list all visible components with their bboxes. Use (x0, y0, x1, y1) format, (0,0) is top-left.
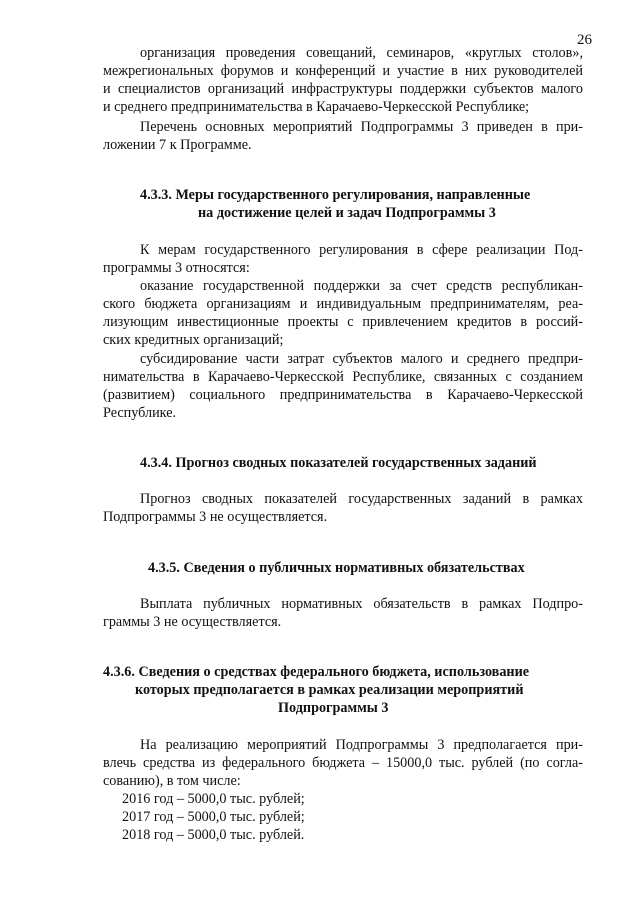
section-heading: Подпрограммы 3 (278, 700, 389, 716)
funding-year-line: 2017 год – 5000,0 тыс. рублей; (122, 809, 305, 825)
funding-year-line: 2016 год – 5000,0 тыс. рублей; (122, 791, 305, 807)
text-line: ских кредитных организаций; (103, 332, 284, 348)
text-line: ложении 7 к Программе. (103, 137, 252, 153)
text-line: и среднего предпринимательства в Карачаево-Черкесской Республике; (103, 99, 530, 115)
page-number: 26 (577, 32, 592, 48)
section-heading: 4.3.4. Прогноз сводных показателей государственных заданий (140, 455, 537, 471)
section-heading: на достижение целей и задач Подпрограммы 3 (198, 205, 496, 221)
text-line: Перечень основных мероприятий Подпрограммы 3 приведен в при- (140, 119, 583, 135)
text-line: Прогноз сводных показателей государственных заданий в рамках (140, 491, 583, 507)
text-line: лизующим инвестиционные проекты с привлечением кредитов в россий- (103, 314, 583, 330)
text-line: организация проведения совещаний, семинаров, «круглых столов», (140, 45, 583, 61)
text-line: К мерам государственного регулирования в сфере реализации Под- (140, 242, 583, 258)
text-line: Подпрограммы 3 не осуществляется. (103, 509, 328, 525)
text-line: ского бюджета организациям и индивидуальным предпринимателям, реа- (103, 296, 583, 312)
text-line: Выплата публичных нормативных обязательств в рамках Подпро- (140, 596, 583, 612)
text-line: нимательства в Карачаево-Черкесской Республике, связанных с созданием (103, 369, 583, 385)
text-line: межрегиональных форумов и конференций и участие в них руководителей (103, 63, 583, 79)
section-heading: 4.3.3. Меры государственного регулирования, направленные (140, 187, 531, 203)
text-line: На реализацию мероприятий Подпрограммы 3 предполагается при- (140, 737, 583, 753)
funding-year-line: 2018 год – 5000,0 тыс. рублей. (122, 827, 305, 843)
section-heading: 4.3.6. Сведения о средствах федерального бюджета, использование (103, 664, 530, 680)
section-heading: которых предполагается в рамках реализации мероприятий (135, 682, 524, 698)
text-line: (развитием) социального предпринимательства в Карачаево-Черкесской (103, 387, 583, 403)
text-line: граммы 3 не осуществляется. (103, 614, 282, 630)
text-line: программы 3 относятся: (103, 260, 250, 276)
text-line: субсидирование части затрат субъектов малого и среднего предпри- (140, 351, 583, 367)
section-heading: 4.3.5. Сведения о публичных нормативных обязательствах (148, 560, 525, 576)
text-line: оказание государственной поддержки за счет средств республикан- (140, 278, 583, 294)
text-line: и специалистов организаций инфраструктуры поддержки субъектов малого (103, 81, 583, 97)
text-line: Республике. (103, 405, 177, 421)
text-line: сованию), в том числе: (103, 773, 241, 789)
text-line: влечь средства из федерального бюджета – 15000,0 тыс. рублей (по согла- (103, 755, 583, 771)
